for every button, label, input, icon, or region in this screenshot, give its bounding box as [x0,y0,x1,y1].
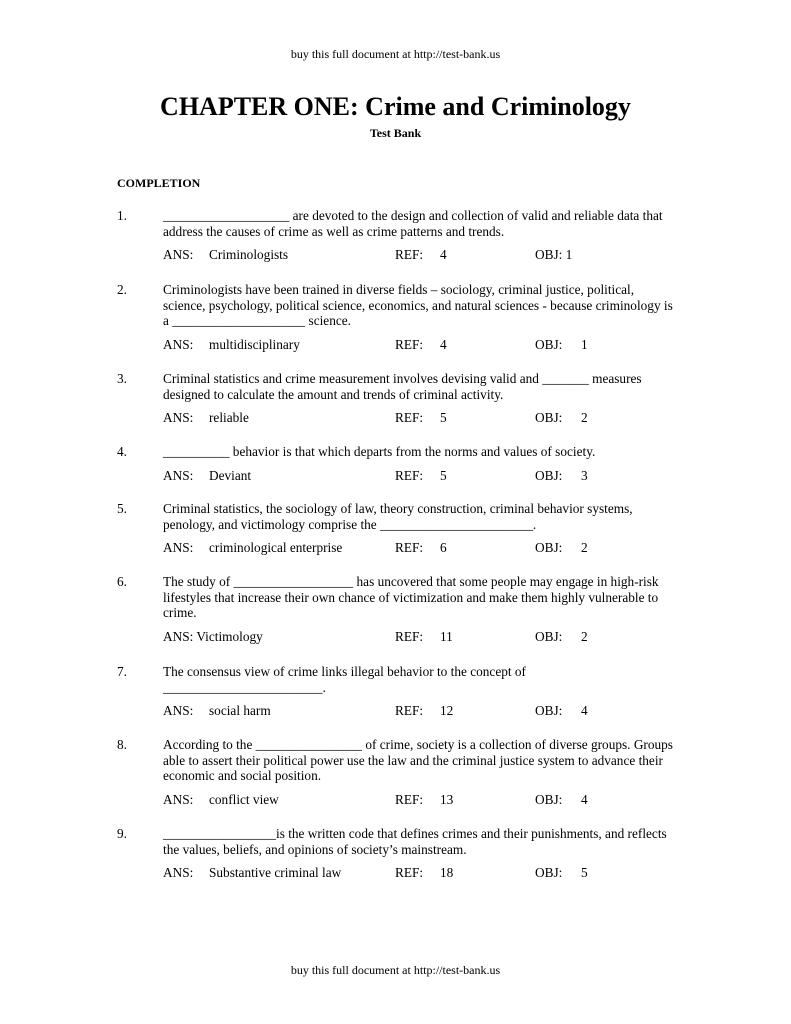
answer-row [163,629,677,645]
ref-label: REF: [395,467,424,483]
question-number: 7. [117,664,127,679]
ref-label: REF: [395,865,424,880]
question-number: 9. [117,826,127,841]
question-item [117,737,677,808]
ans-value: social harm [209,703,271,718]
answer-row [163,540,677,556]
ans-label: ANS: [163,336,194,352]
question-item [117,664,677,719]
question-number: 2. [117,282,127,297]
ans-value: conflict view [209,791,279,807]
section-heading: COMPLETION [117,176,201,190]
ans-value: Substantive criminal law [209,865,342,880]
question-stem: The study of __________________ has uncovered that some people may engage in high-risk lifestyles that increase their own chance of victimization and make them highly vulnerable to crime. [163,574,659,620]
ans-value: reliable [209,410,249,425]
question-item [117,574,677,645]
obj-value: 4 [581,791,588,807]
answer-row [163,410,677,426]
obj-value: 2 [581,540,588,555]
answer-row [163,865,677,881]
ans-label: ANS: [163,791,194,807]
ref-label: REF: [395,336,424,352]
ref-label: REF: [395,540,424,555]
answer-row [163,247,677,263]
ans-value: multidisciplinary [209,336,300,352]
obj-label: OBJ: [535,865,563,880]
question-stem: Criminal statistics, the sociology of law, theory construction, criminal behavior systems, penology, and victimology comprise the _______________________. [163,501,633,532]
obj-label: OBJ: [535,336,563,352]
obj-label: OBJ: 1 [535,247,573,262]
ref-label: REF: [395,410,424,425]
obj-value: 3 [581,467,588,483]
obj-value: 4 [581,703,588,718]
page-title: CHAPTER ONE: Crime and Criminology [160,92,631,121]
ans-value: Criminologists [209,247,289,262]
question-number: 1. [117,208,127,223]
obj-label: OBJ: [535,703,563,718]
question-number: 8. [117,737,127,752]
obj-label: OBJ: [535,410,563,425]
ref-value: 13 [440,791,454,807]
question-stem: __________ behavior is that which departs from the norms and values of society. [163,444,596,459]
question-item [117,371,677,426]
obj-value: 2 [581,628,588,644]
obj-label: OBJ: [535,628,563,644]
ans-label: ANS: [163,467,194,483]
ref-value: 12 [440,703,454,718]
ref-value: 4 [440,336,447,352]
footer-link[interactable]: buy this full document at http://test-bank.us [290,963,501,977]
ref-value: 6 [440,540,447,555]
ref-value: 4 [440,247,447,262]
question-item [117,282,677,353]
question-stem: Criminologists have been trained in diverse fields – sociology, criminal justice, political, science, psychology, political science, economics, and natural sciences - because criminology is a ____________________ science. [163,282,673,328]
question-stem: ___________________ are devoted to the design and collection of valid and reliable data that address the causes of crime as well as crime patterns and trends. [163,208,663,239]
ref-value: 5 [440,410,447,425]
obj-label: OBJ: [535,791,563,807]
ans-label: ANS: [163,540,194,555]
question-item [117,444,677,484]
question-number: 5. [117,501,127,516]
ans-value: criminological enterprise [209,540,343,555]
question-item [117,826,677,881]
answer-row [163,468,677,484]
ref-label: REF: [395,791,424,807]
ref-label: REF: [395,628,424,644]
ref-value: 11 [440,628,453,644]
question-stem: The consensus view of crime links illegal behavior to the concept of ________________________. [163,664,526,695]
header-link[interactable]: buy this full document at http://test-bank.us [290,47,501,61]
answer-row [163,703,677,719]
question-number: 4. [117,444,127,459]
ans-label: ANS: Victimology [163,628,263,644]
page-subtitle: Test Bank [369,126,422,140]
answer-row [163,337,677,353]
ref-label: REF: [395,247,424,262]
ans-label: ANS: [163,865,194,880]
ans-label: ANS: [163,247,194,262]
ans-label: ANS: [163,703,194,718]
ref-value: 18 [440,865,454,880]
ref-label: REF: [395,703,424,718]
question-stem: According to the ________________ of crime, society is a collection of diverse groups. Groups able to assert their political power use the law and the criminal justice system to advance their economic and social position. [163,737,673,783]
question-number: 6. [117,574,127,589]
obj-label: OBJ: [535,467,563,483]
obj-label: OBJ: [535,540,563,555]
question-stem: Criminal statistics and crime measurement involves devising valid and _______ measures designed to calculate the amount and trends of criminal activity. [163,371,642,402]
question-stem: _________________is the written code that defines crimes and their punishments, and reflects the values, beliefs, and opinions of society’s mainstream. [163,826,667,857]
ans-label: ANS: [163,410,194,425]
question-item [117,208,677,263]
obj-value: 1 [581,336,588,352]
obj-value: 2 [581,410,588,425]
answer-row [163,792,677,808]
question-number: 3. [117,371,127,386]
obj-value: 5 [581,865,588,880]
ref-value: 5 [440,467,447,483]
question-item [117,501,677,556]
ans-value: Deviant [209,467,252,483]
